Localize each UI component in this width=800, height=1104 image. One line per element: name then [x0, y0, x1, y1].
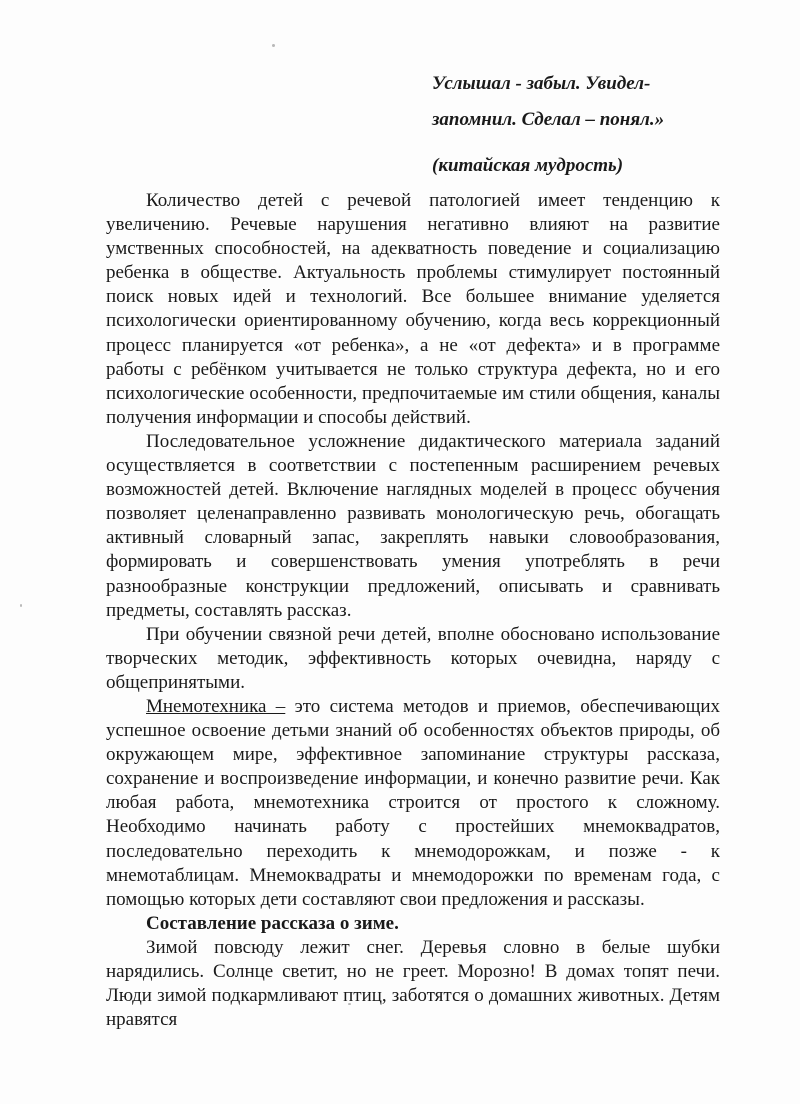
mnemotechnics-definition: это система методов и приемов, обеспечивающих успешное освоение детьми знаний об особенностях объектов природы, об окружающем мире, эффективное запоминание структуры рассказа, сохранение и воспроизведение информации, и конечно развитие речи. Как любая работа, мнемотехника строится от простого к сложному. Необходимо начинать работу с простейших мнемоквадратов, последовательно переходить к мнемодорожкам, и позже - к мнемотаблицам. Мнемоквадраты и мнемодорожки по временам года, с помощью которых дети составляют свои предложения и рассказы. [106, 695, 720, 910]
scan-speck [20, 604, 22, 607]
epigraph [432, 66, 752, 184]
epigraph-line: запомнил. Сделал – понял.» [432, 109, 665, 130]
paragraph-mnemotechnics [106, 695, 720, 912]
scan-speck [272, 44, 275, 47]
paragraph-creative-methods: При обучении связной речи детей, вполне обосновано использование творческих методик, эффективность которых очевидна, наряду с общепринятыми. [106, 623, 720, 693]
epigraph-line: Услышал - забыл. Увидел- [432, 73, 651, 94]
paragraph-speech-pathology: Количество детей с речевой патологией имеет тенденцию к увеличению. Речевые нарушения негативно влияют на развитие умственных способностей, на адекватность поведение и социализацию ребенка в обществе. Актуальность проблемы стимулирует постоянный поиск новых идей и технологий. Все большее внимание уделяется психологически ориентированному обучению, когда весь коррекционный процесс планируется «от ребенка», а не «от дефекта» и в программе работы с ребёнком учитывается не только структура дефекта, но и его психологические особенности, предпочитаемые им стили общения, каналы получения информации и способы действий. [106, 190, 720, 428]
paragraph-didactic-material: Последовательное усложнение дидактического материала заданий осуществляется в соответствии с постепенным расширением речевых возможностей детей. Включение наглядных моделей в процесс обучения позволяет целенаправленно развивать монологическую речь, обогащать активный словарный запас, закреплять навыки словообразования, формировать и совершенствовать умения употреблять в речи разнообразные конструкции предложений, описывать и сравнивать предметы, составлять рассказ. [106, 430, 720, 621]
section-heading: Составление рассказа о зиме. [146, 912, 399, 934]
document-body [106, 189, 720, 1032]
paragraph-winter-story: Зимой повсюду лежит снег. Деревья словно в белые шубки нарядились. Солнце светит, но не греет. Морозно! В домах топят печи. Люди зимой подкармливают птиц, заботятся о домашних животных. Детям нравятся [106, 936, 720, 1031]
epigraph-attribution: (китайская мудрость) [432, 155, 624, 176]
mnemotechnics-term: Мнемотехника – [146, 695, 286, 717]
